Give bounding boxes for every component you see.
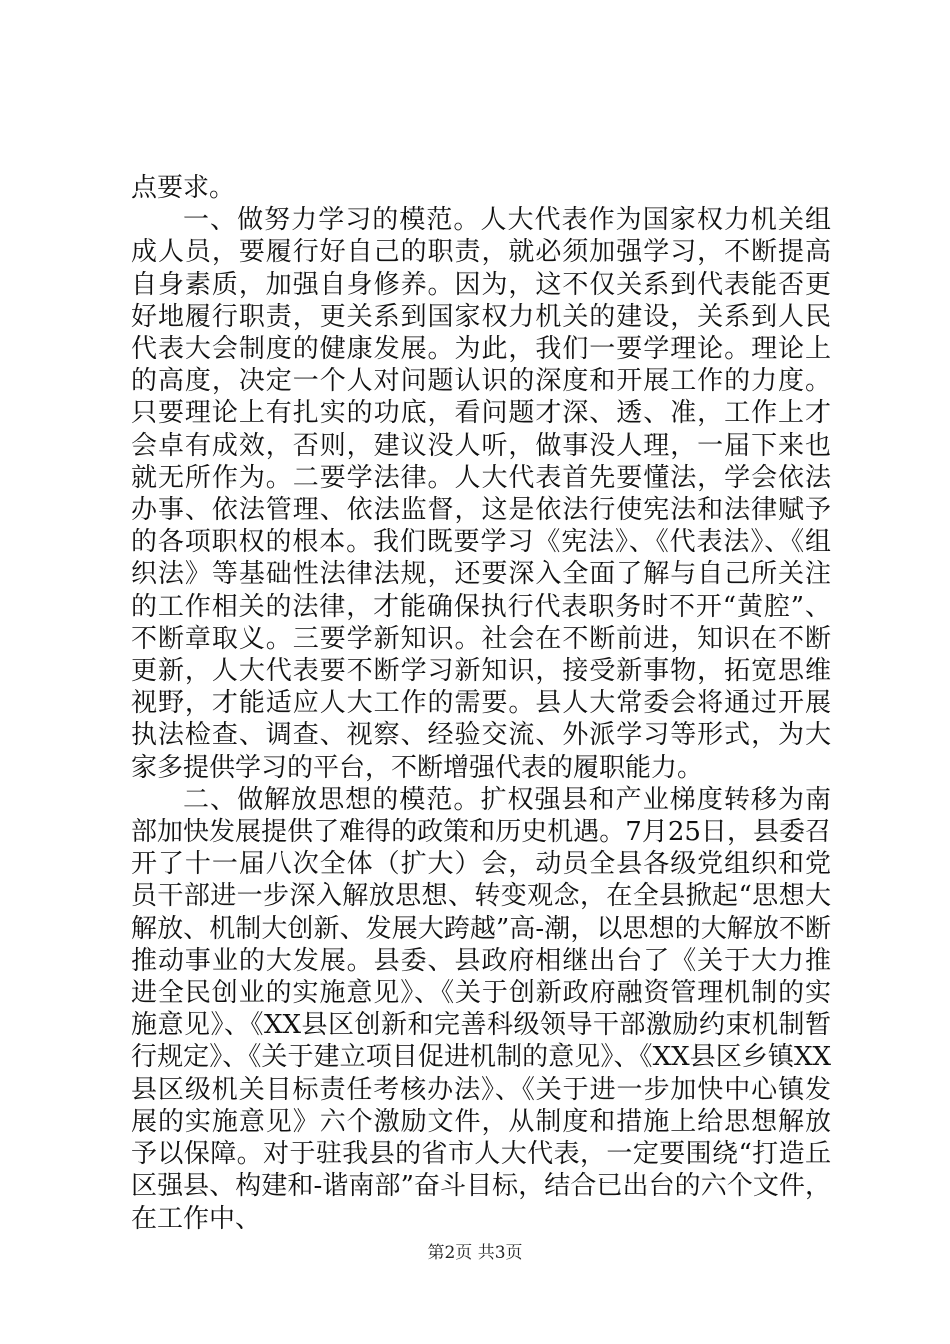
page-footer: [0, 1238, 950, 1263]
paragraph-emancipate-thinking: 二、做解放思想的模范。扩权强县和产业梯度转移为南部加快发展提供了难得的政策和历史机遇。7月25日，县委召开了十一届八次全体（扩大）会，动员全县各级党组织和党员干部进一步深入解放思想、转变观念，在全县掀起“思想大解放、机制大创新、发展大跨越”高-潮，以思想的大解放不断推动事业的大发展。县委、县政府相继出台了《关于大力推进全民创业的实施意见》、《关于创新政府融资管理机制的实施意见》、《XX县区创新和完善科级领导干部激励约束机制暂行规定》、《关于建立项目促进机制的意见》、《XX县区乡镇XX县区级机关目标责任考核办法》、《关于进一步加快中心镇发展的实施意见》六个激励文件，从制度和措施上给思想解放予以保障。对于驻我县的省市人大代表，一定要围绕“打造丘区强县、构建和-谐南部”奋斗目标，结合已出台的六个文件，在工作中、: [131, 784, 831, 1234]
document-body: [131, 172, 831, 1235]
paragraph-study-model: 一、做努力学习的模范。人大代表作为国家权力机关组成人员，要履行好自己的职责，就必须加强学习，不断提高自身素质，加强自身修养。因为，这不仅关系到代表能否更好地履行职责，更关系到国家权力机关的建设，关系到人民代表大会制度的健康发展。为此，我们一要学理论。理论上的高度，决定一个人对问题认识的深度和开展工作的力度。只要理论上有扎实的功底，看问题才深、透、准，工作上才会卓有成效，否则，建议没人听，做事没人理，一届下来也就无所作为。二要学法律。人大代表首先要懂法，学会依法办事、依法管理、依法监督，这是依法行使宪法和法律赋予的各项职权的根本。我们既要学习《宪法》、《代表法》、《组织法》等基础性法律法规，还要深入全面了解与自己所关注的工作相关的法律，才能确保执行代表职务时不开“黄腔”、不断章取义。三要学新知识。社会在不断前进，知识在不断更新，人大代表要不断学习新知识，接受新事物，拓宽思维视野，才能适应人大工作的需要。县人大常委会将通过开展执法检查、调查、视察、经验交流、外派学习等形式，为大家多提供学习的平台，不断增强代表的履职能力。: [131, 205, 831, 783]
paragraph-continuation: 点要求。: [131, 173, 236, 203]
page-number-label: 第2页 共3页: [427, 1243, 523, 1263]
